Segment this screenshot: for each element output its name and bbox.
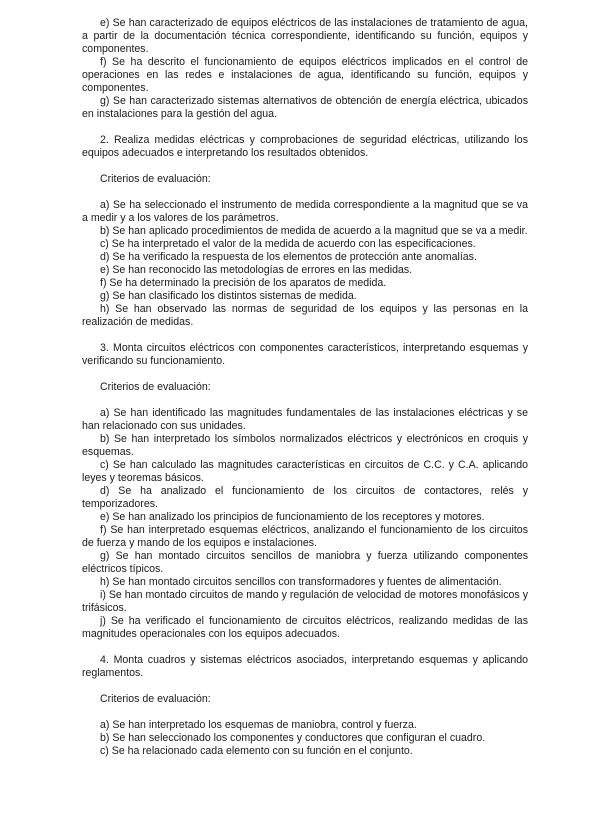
criterion-item: e) Se han reconocido las metodologías de errores en las medidas. — [100, 264, 413, 276]
criterion-item: a) Se han identificado las magnitudes fundamentales de las instalaciones eléctricas y se han relacionado con sus unidades. — [82, 407, 528, 432]
criterion-item: f) Se han interpretado esquemas eléctricos, analizando el funcionamiento de los circuitos de fuerza y mando de los equipos e instalaciones. — [82, 524, 528, 549]
criteria-list-2 — [82, 199, 528, 329]
learning-outcome-3-heading: 3. Monta circuitos eléctricos con componentes característicos, interpretando esquemas y verificando su funcionamiento. — [82, 342, 528, 367]
criterion-item: e) Se han caracterizado de equipos eléctricos de las instalaciones de tratamiento de agua, a partir de la documentación técnica correspondiente, identificando su función, equipos y componentes. — [82, 17, 528, 55]
learning-outcome-2-heading: 2. Realiza medidas eléctricas y comprobaciones de seguridad eléctricas, utilizando los equipos adecuados e interpretando los resultados obtenidos. — [82, 134, 528, 159]
criterion-item: g) Se han montado circuitos sencillos de maniobra y fuerza utilizando componentes eléctricos típicos. — [82, 550, 528, 575]
criterion-item: f) Se ha determinado la precisión de los aparatos de medida. — [100, 277, 387, 289]
learning-outcome-4-heading: 4. Monta cuadros y sistemas eléctricos asociados, interpretando esquemas y aplicando reglamentos. — [82, 654, 528, 679]
criterion-item: c) Se han calculado las magnitudes características en circuitos de C.C. y C.A. aplicando leyes y teoremas básicos. — [82, 459, 528, 484]
document-page — [82, 17, 528, 758]
criteria-label: Criterios de evaluación: — [100, 381, 211, 393]
criterion-item: d) Se ha analizado el funcionamiento de los circuitos de contactores, relés y temporizadores. — [82, 485, 528, 510]
criterion-item: g) Se han clasificado los distintos sistemas de medida. — [100, 290, 357, 302]
criteria-label: Criterios de evaluación: — [100, 693, 211, 705]
criterion-item: i) Se han montado circuitos de mando y regulación de velocidad de motores monofásicos y trifásicos. — [82, 589, 528, 614]
criterion-item: f) Se ha descrito el funcionamiento de equipos eléctricos implicados en el control de operaciones en las redes e instalaciones de agua, identificando su función, equipos y componentes. — [82, 56, 528, 94]
criteria-list-3 — [82, 407, 528, 641]
criterion-item: d) Se ha verificado la respuesta de los elementos de protección ante anomalías. — [100, 251, 477, 263]
criterion-item: b) Se han seleccionado los componentes y conductores que configuran el cuadro. — [100, 732, 486, 744]
criterion-item: a) Se ha seleccionado el instrumento de medida correspondiente a la magnitud que se va a medir y a los valores de los parámetros. — [82, 199, 528, 224]
criterion-item: b) Se han aplicado procedimientos de medida de acuerdo a la magnitud que se va a medir. — [100, 225, 528, 237]
criteria-label: Criterios de evaluación: — [100, 173, 211, 185]
criteria-list-4 — [82, 719, 528, 758]
criterion-item: c) Se ha relacionado cada elemento con su función en el conjunto. — [100, 745, 413, 757]
criterion-item: b) Se han interpretado los símbolos normalizados eléctricos y electrónicos en croquis y esquemas. — [82, 433, 528, 458]
criteria-block-1 — [82, 17, 528, 121]
criterion-item: h) Se han observado las normas de seguridad de los equipos y las personas en la realización de medidas. — [82, 303, 528, 328]
criterion-item: g) Se han caracterizado sistemas alternativos de obtención de energía eléctrica, ubicados en instalaciones para la gestión del agua. — [82, 95, 528, 120]
criterion-item: c) Se ha interpretado el valor de la medida de acuerdo con las especificaciones. — [100, 238, 476, 250]
criterion-item: e) Se han analizado los principios de funcionamiento de los receptores y motores. — [100, 511, 485, 523]
criterion-item: a) Se han interpretado los esquemas de maniobra, control y fuerza. — [100, 719, 417, 731]
criterion-item: h) Se han montado circuitos sencillos con transformadores y fuentes de alimentación. — [100, 576, 502, 588]
criterion-item: j) Se ha verificado el funcionamiento de circuitos eléctricos, realizando medidas de las magnitudes operacionales con los equipos adecuados. — [82, 615, 528, 640]
